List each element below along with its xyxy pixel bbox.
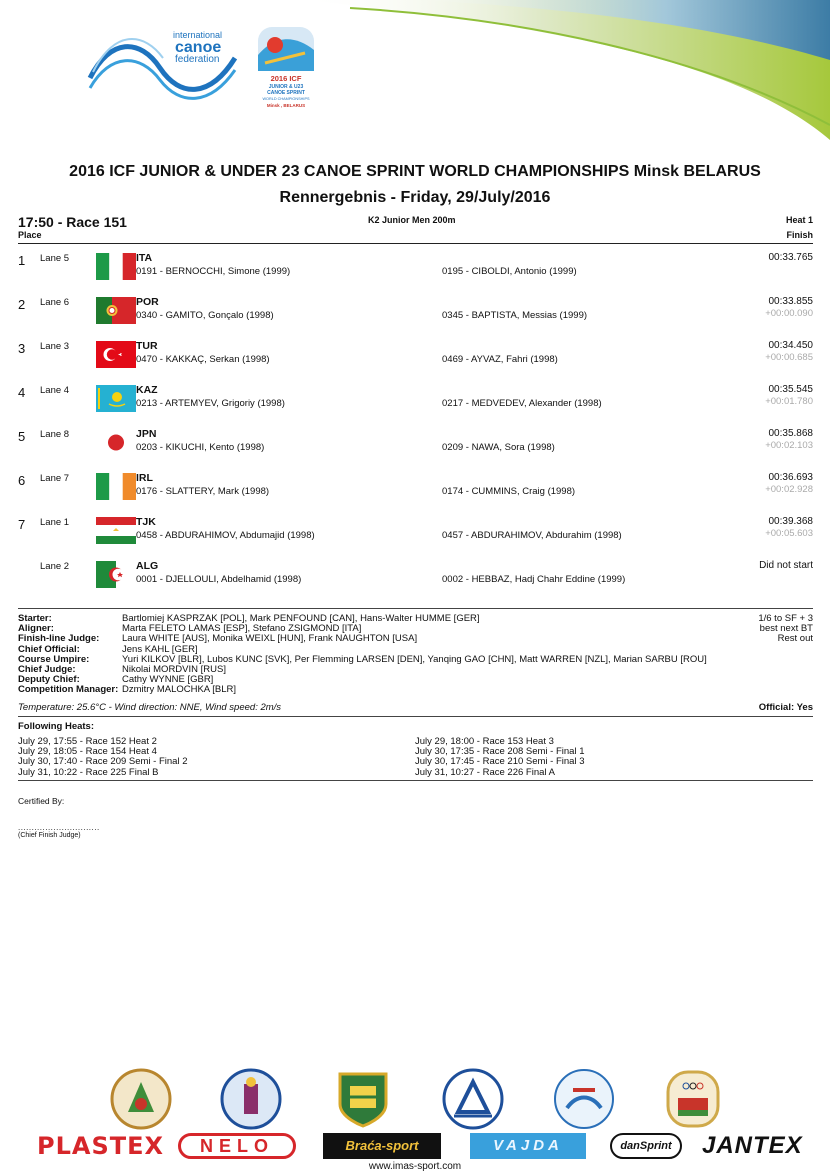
result-rank: 7 [18, 517, 26, 532]
progression-line: 1/6 to SF + 3 [758, 613, 813, 624]
result-athlete-2: 0209 - NAWA, Sora (1998) [442, 442, 555, 453]
result-athlete-1: 0203 - KIKUCHI, Kento (1998) [136, 442, 265, 453]
result-athlete-1: 0470 - KAKKAÇ, Serkan (1998) [136, 354, 270, 365]
certified-by-label: Certified By: [18, 796, 65, 806]
result-rank: 4 [18, 385, 26, 400]
result-time-diff: +00:00.090 [765, 308, 813, 319]
heats-divider [18, 780, 813, 781]
official-role: Aligner: [18, 623, 54, 635]
result-time: 00:33.765 [768, 252, 813, 263]
officials-list [18, 614, 813, 696]
signature-line: .............................. [18, 823, 100, 832]
kaz-flag-icon [96, 385, 136, 412]
result-lane: Lane 8 [40, 429, 70, 440]
ita-flag-icon [96, 253, 136, 280]
result-lane: Lane 3 [40, 341, 70, 352]
website-link[interactable]: www.imas-sport.com [368, 1161, 462, 1172]
following-heats-left [18, 737, 188, 778]
result-time-diff: +00:00.685 [765, 352, 813, 363]
weather-conditions: Temperature: 25.6°C - Wind direction: NNE, Wind speed: 2m/s [18, 702, 282, 713]
jpn-flag-icon [96, 429, 136, 456]
sponsor-dansprint: danSprint [610, 1133, 682, 1159]
result-row [18, 253, 813, 297]
result-row [18, 517, 813, 561]
result-nation: IRL [136, 472, 153, 484]
result-row [18, 297, 813, 341]
result-rank: 1 [18, 253, 26, 268]
official-status: Official: Yes [758, 702, 813, 713]
heat-item: July 29, 18:05 - Race 154 Heat 4 [18, 746, 157, 758]
federation-emblem-2 [220, 1068, 282, 1130]
tjk-flag-icon [96, 517, 136, 544]
official-role: Course Umpire: [18, 653, 90, 665]
progression-notes [758, 614, 813, 645]
signature-role: (Chief Finish Judge) [18, 832, 81, 839]
following-heats-title: Following Heats: [18, 721, 94, 732]
result-athlete-2: 0174 - CUMMINS, Craig (1998) [442, 486, 576, 497]
result-nation: KAZ [136, 384, 158, 396]
result-time: Did not start [759, 560, 813, 571]
race-time: 17:50 - Race 151 [18, 214, 127, 230]
result-athlete-1: 0001 - DJELLOULI, Abdelhamid (1998) [136, 574, 302, 585]
heat-item: July 29, 18:00 - Race 153 Heat 3 [415, 736, 554, 747]
icf-logo-line2: canoe [175, 39, 222, 56]
federation-emblem-6 [662, 1068, 724, 1130]
irl-flag-icon [96, 473, 136, 500]
sponsor-jantex: JANTEX [702, 1132, 803, 1159]
header-divider [18, 243, 813, 244]
federation-emblem-5 [553, 1068, 615, 1130]
header-banner [0, 0, 830, 150]
sponsor-nelo: NELO [178, 1133, 296, 1159]
official-names: Marta FELETO LAMAS [ESP], Stefano ZSIGMOND [ITA] [122, 623, 362, 635]
event-logo-line1: 2016 ICF [270, 74, 302, 83]
result-lane: Lane 4 [40, 385, 70, 396]
result-lane: Lane 5 [40, 253, 70, 264]
heat-item: July 31, 10:22 - Race 225 Final B [18, 766, 159, 778]
result-row [18, 429, 813, 473]
result-lane: Lane 2 [40, 561, 70, 572]
official-role: Deputy Chief: [18, 674, 80, 686]
result-athlete-1: 0340 - GAMITO, Gonçalo (1998) [136, 310, 274, 321]
event-logo-line2: JUNIOR & U23 [268, 84, 304, 90]
official-role: Chief Judge: [18, 663, 76, 675]
result-rank: 2 [18, 297, 26, 312]
result-time-diff: +00:02.928 [765, 484, 813, 495]
heat-item: July 31, 10:27 - Race 226 Final A [415, 766, 555, 778]
result-time: 00:39.368 [768, 516, 813, 527]
place-label: Place [18, 230, 42, 240]
results-divider [18, 608, 813, 609]
result-lane: Lane 1 [40, 517, 70, 528]
result-rank: 5 [18, 429, 26, 444]
result-nation: JPN [136, 428, 157, 440]
alg-flag-icon [96, 561, 136, 588]
result-rank: 3 [18, 341, 26, 356]
icf-logo-line1: international [173, 30, 223, 40]
result-athlete-2: 0457 - ABDURAHIMOV, Abdurahim (1998) [442, 530, 622, 541]
following-heats-right [415, 737, 585, 778]
sponsor-vajda: VAJDA [470, 1133, 586, 1159]
progression-line: Rest out [777, 633, 813, 645]
federation-emblem-4 [442, 1068, 504, 1130]
event-logo-line4: WORLD CHAMPIONSHIPS [262, 97, 310, 101]
result-row [18, 561, 813, 605]
event-logo [255, 25, 317, 113]
page-title: 2016 ICF JUNIOR & UNDER 23 CANOE SPRINT WORLD CHAMPIONSHIPS Minsk BELARUS [69, 163, 761, 180]
heat-item: July 30, 17:35 - Race 208 Semi - Final 1 [415, 746, 585, 758]
result-athlete-2: 0217 - MEDVEDEV, Alexander (1998) [442, 398, 602, 409]
official-role: Competition Manager: [18, 684, 119, 696]
sponsor-plastex: PLASTEX [37, 1132, 165, 1160]
race-heat: Heat 1 [785, 215, 813, 225]
result-nation: TJK [136, 516, 156, 528]
result-time-diff: +00:01.780 [765, 396, 813, 407]
official-role: Starter: [18, 613, 52, 624]
event-logo-line5: Minsk , BELARUS [266, 103, 306, 108]
result-time: 00:36.693 [768, 472, 813, 483]
page-subtitle: Rennergebnis - Friday, 29/July/2016 [279, 189, 551, 206]
result-time: 00:35.868 [768, 428, 813, 439]
official-names: Jens KAHL [GER] [122, 643, 198, 655]
event-logo-line3: CANOE SPRINT [267, 90, 305, 96]
result-lane: Lane 6 [40, 297, 70, 308]
heat-item: July 29, 17:55 - Race 152 Heat 2 [18, 736, 157, 747]
official-names: Cathy WYNNE [GBR] [122, 674, 214, 686]
icf-logo [85, 28, 245, 110]
result-athlete-2: 0345 - BAPTISTA, Messias (1999) [442, 310, 588, 321]
tur-flag-icon [96, 341, 136, 368]
result-lane: Lane 7 [40, 473, 70, 484]
result-rank: 6 [18, 473, 26, 488]
official-names: Dzmitry MALOCHKA [BLR] [122, 684, 237, 696]
heat-item: July 30, 17:45 - Race 210 Semi - Final 3 [415, 756, 585, 768]
race-phase: Finish [786, 230, 813, 240]
result-nation: POR [136, 296, 159, 308]
por-flag-icon [96, 297, 136, 324]
race-event: K2 Junior Men 200m [368, 215, 456, 225]
result-athlete-2: 0195 - CIBOLDI, Antonio (1999) [442, 266, 577, 277]
result-nation: ALG [136, 560, 159, 572]
result-time: 00:35.545 [768, 384, 813, 395]
sponsor-braca-sport: Braća-sport [323, 1133, 441, 1159]
conditions-divider [18, 716, 813, 717]
federation-emblem-1 [110, 1068, 172, 1130]
result-time-diff: +00:02.103 [765, 440, 813, 451]
official-names: Bartlomiej KASPRZAK [POL], Mark PENFOUND [CAN], Hans-Walter HUMME [GER] [122, 613, 480, 624]
result-athlete-2: 0002 - HEBBAZ, Hadj Chahr Eddine (1999) [442, 574, 626, 585]
heat-item: July 30, 17:40 - Race 209 Semi - Final 2 [18, 756, 188, 768]
result-row [18, 341, 813, 385]
result-row [18, 473, 813, 517]
official-role: Finish-line Judge: [18, 633, 100, 645]
result-athlete-1: 0176 - SLATTERY, Mark (1998) [136, 486, 270, 497]
official-role: Chief Official: [18, 643, 80, 655]
result-athlete-1: 0458 - ABDURAHIMOV, Abdumajid (1998) [136, 530, 315, 541]
official-row [18, 685, 813, 695]
result-time-diff: +00:05.603 [765, 528, 813, 539]
official-names: Nikolai MORDVIN [RUS] [122, 663, 226, 675]
result-athlete-2: 0469 - AYVAZ, Fahri (1998) [442, 354, 558, 365]
result-time: 00:34.450 [768, 340, 813, 351]
result-nation: TUR [136, 340, 158, 352]
result-row [18, 385, 813, 429]
result-athlete-1: 0213 - ARTEMYEV, Grigoriy (1998) [136, 398, 285, 409]
result-nation: ITA [136, 252, 153, 264]
federation-emblem-3 [332, 1068, 394, 1130]
result-time: 00:33.855 [768, 296, 813, 307]
icf-logo-line3: federation [175, 54, 220, 65]
result-athlete-1: 0191 - BERNOCCHI, Simone (1999) [136, 266, 291, 277]
official-names: Laura WHITE [AUS], Monika WEIXL [HUN], Frank NAUGHTON [USA] [122, 633, 418, 645]
progression-line: best next BT [759, 623, 813, 635]
official-names: Yuri KILKOV [BLR], Lubos KUNC [SVK], Per Flemming LARSEN [DEN], Yanqing GAO [CHN], Matt WARREN [NZL], Marian SARBU [ROU] [122, 653, 707, 665]
